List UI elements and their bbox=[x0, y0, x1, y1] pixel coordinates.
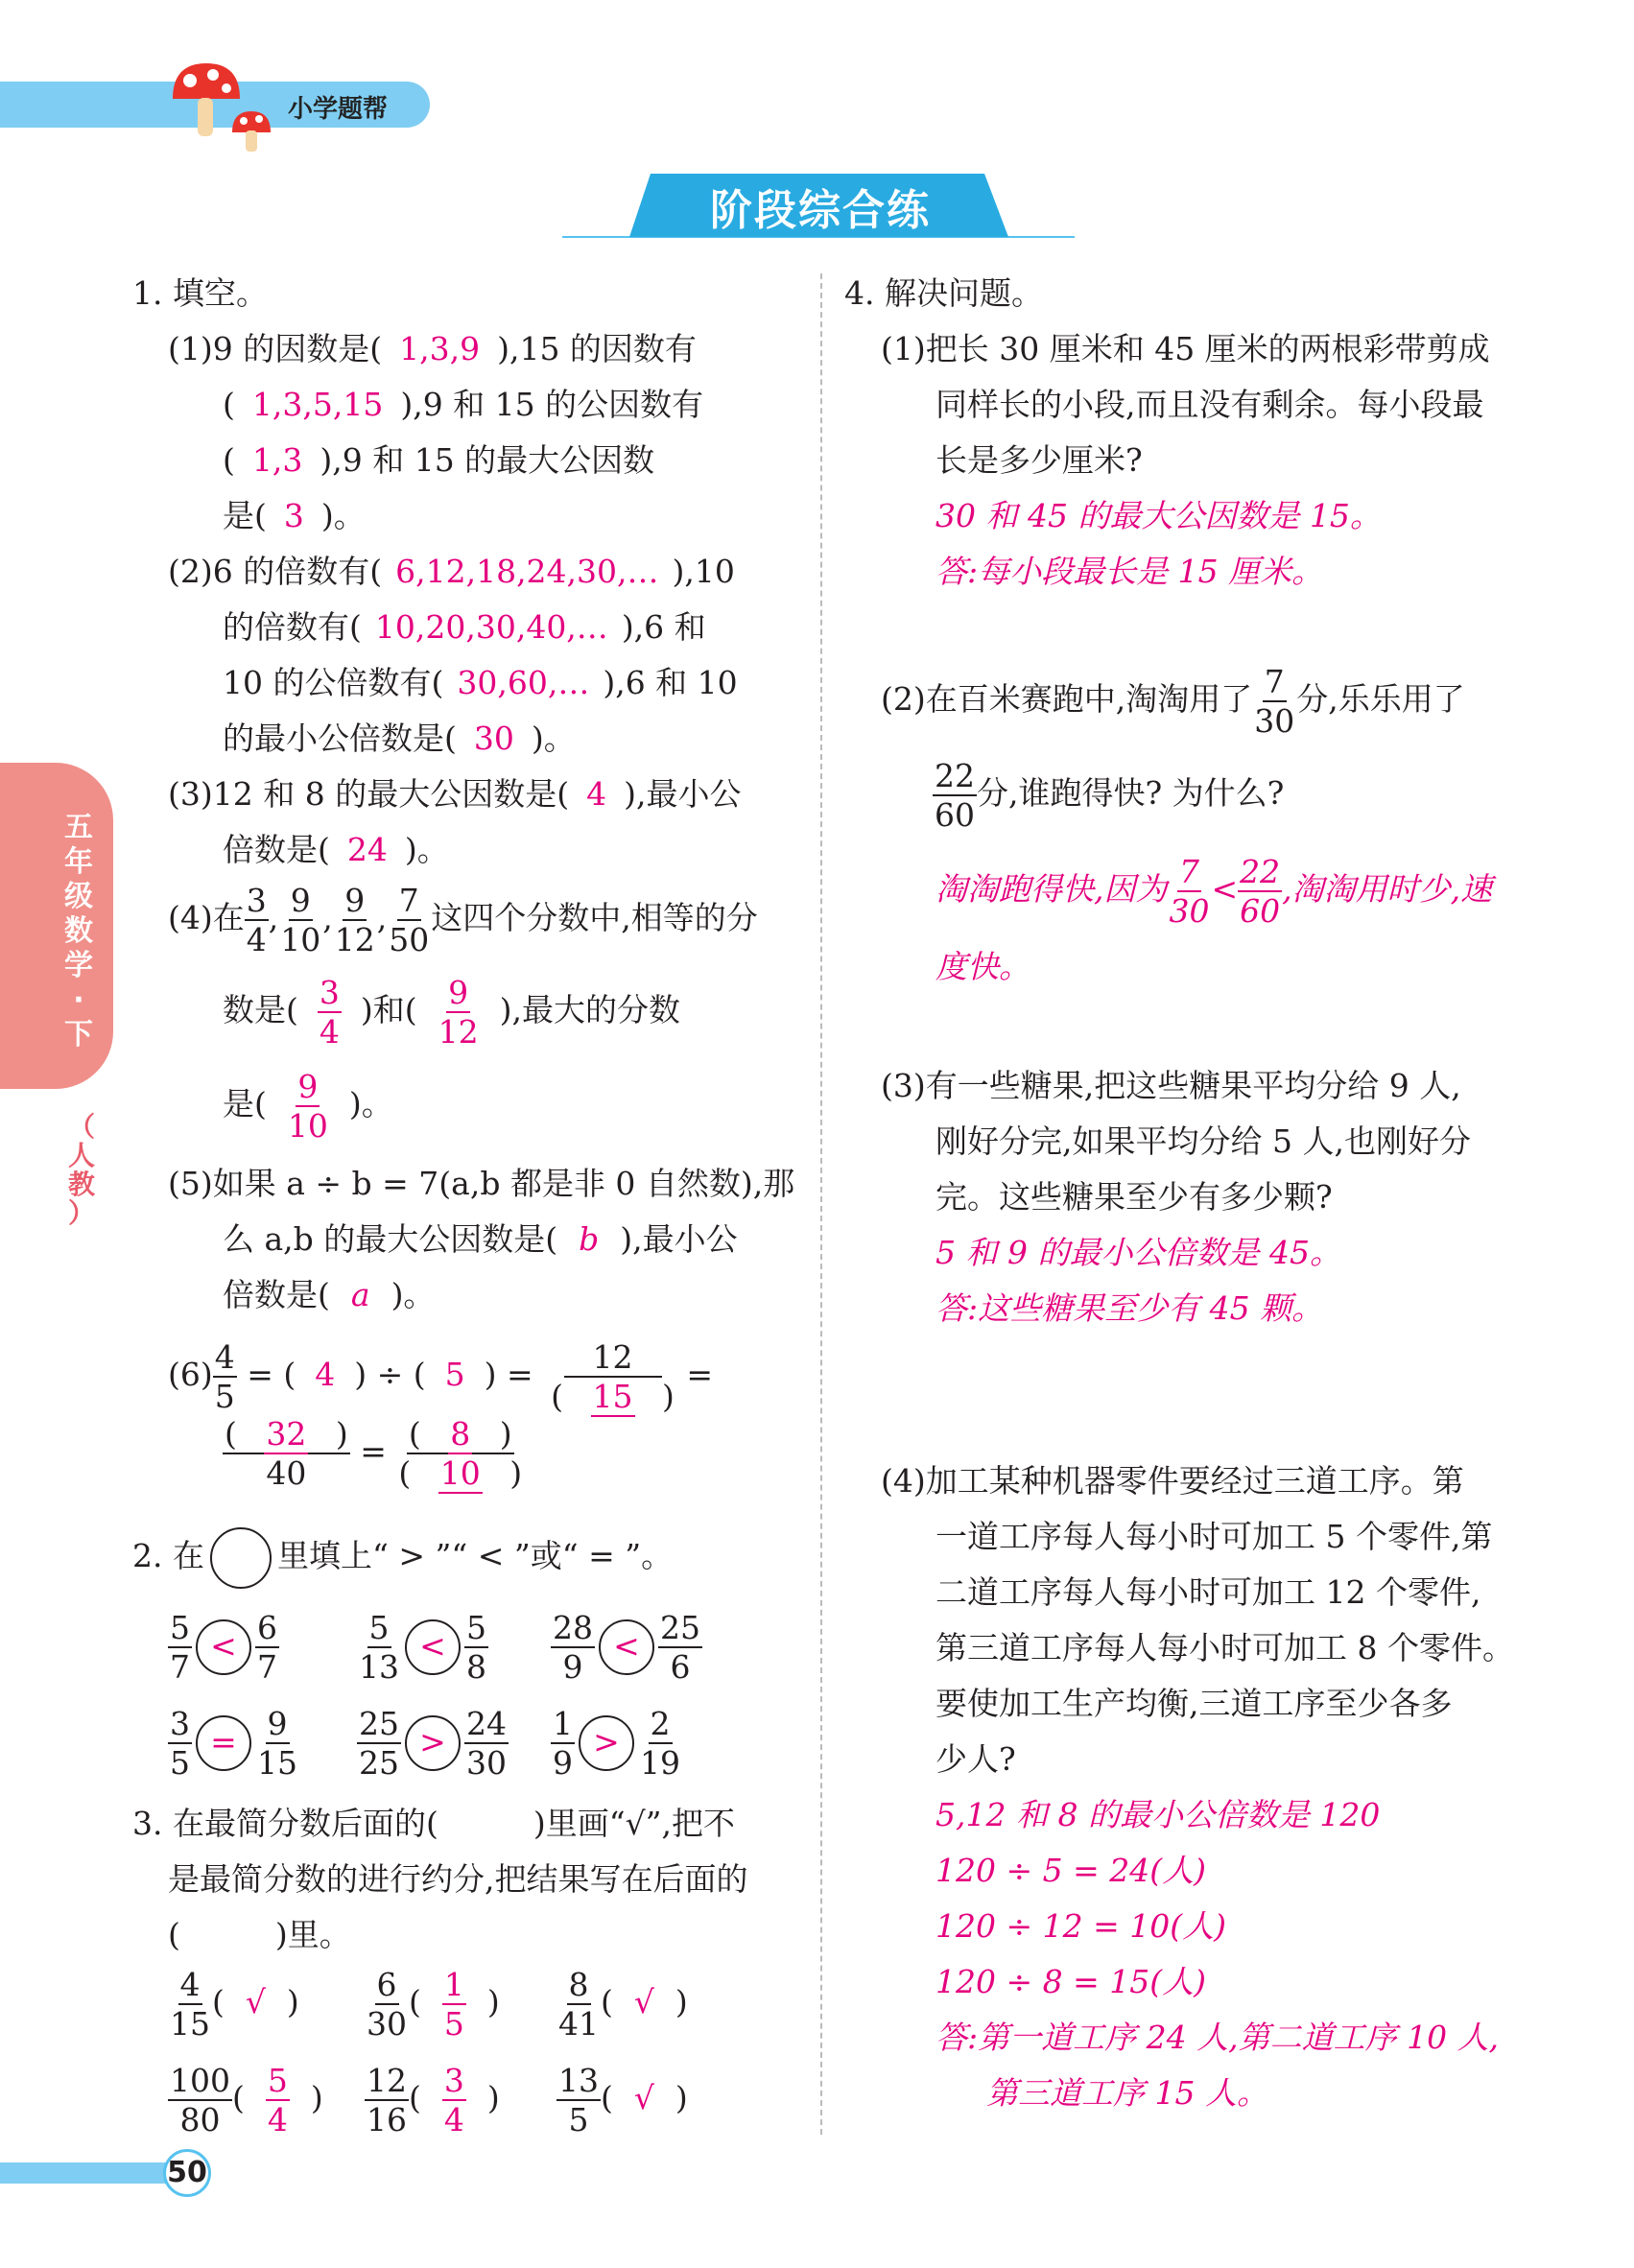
comparison-item: $\frac{5}{13}$ < $\frac{5}{8}$ bbox=[359, 1609, 486, 1686]
comparison-item: $\frac{1}{9}$ > $\frac{2}{19}$ bbox=[553, 1705, 680, 1782]
sidebar-edition: （ 人 教 ） bbox=[67, 1111, 95, 1229]
fraction-item: $\frac{6}{30}$ ( $\frac{1}{5}$ ) bbox=[367, 1966, 500, 2043]
mushroom-icon bbox=[163, 56, 278, 152]
brand-name: 小学题帮 bbox=[288, 95, 389, 124]
page-title: 阶段综合练 bbox=[710, 186, 931, 235]
fraction-item: $\frac{4}{15}$ ( √ ) bbox=[170, 1966, 299, 2043]
fraction-item: $\frac{12}{16}$ ( $\frac{3}{4}$ ) bbox=[367, 2062, 500, 2138]
fraction-item: $\frac{13}{5}$ ( √ ) bbox=[558, 2062, 688, 2138]
column-divider bbox=[820, 273, 822, 2135]
comparison-item: $\frac{28}{9}$ < $\frac{25}{6}$ bbox=[553, 1609, 700, 1686]
q4-title: 4. 解决问题。 bbox=[844, 274, 1043, 312]
fraction-item: $\frac{8}{41}$ ( √ ) bbox=[558, 1966, 688, 2043]
comparison-item: $\frac{3}{5}$ = $\frac{9}{15}$ bbox=[170, 1705, 297, 1782]
comparison-item: $\frac{5}{7}$ < $\frac{6}{7}$ bbox=[170, 1609, 277, 1686]
q1-title: 1. 填空。 bbox=[132, 274, 268, 312]
comparison-item: $\frac{25}{25}$ > $\frac{24}{30}$ bbox=[359, 1705, 507, 1782]
q2-title: 2. 在 里填上“ > ”“ < ”或“ = ”。 bbox=[132, 1527, 673, 1589]
blank-circle-icon bbox=[210, 1527, 272, 1589]
fraction-item: $\frac{100}{80}$ ( $\frac{5}{4}$ ) bbox=[170, 2062, 323, 2138]
sidebar-grade: 五 年 级 数 学 · 下 bbox=[64, 811, 93, 1051]
page-number: 50 bbox=[163, 2149, 211, 2197]
